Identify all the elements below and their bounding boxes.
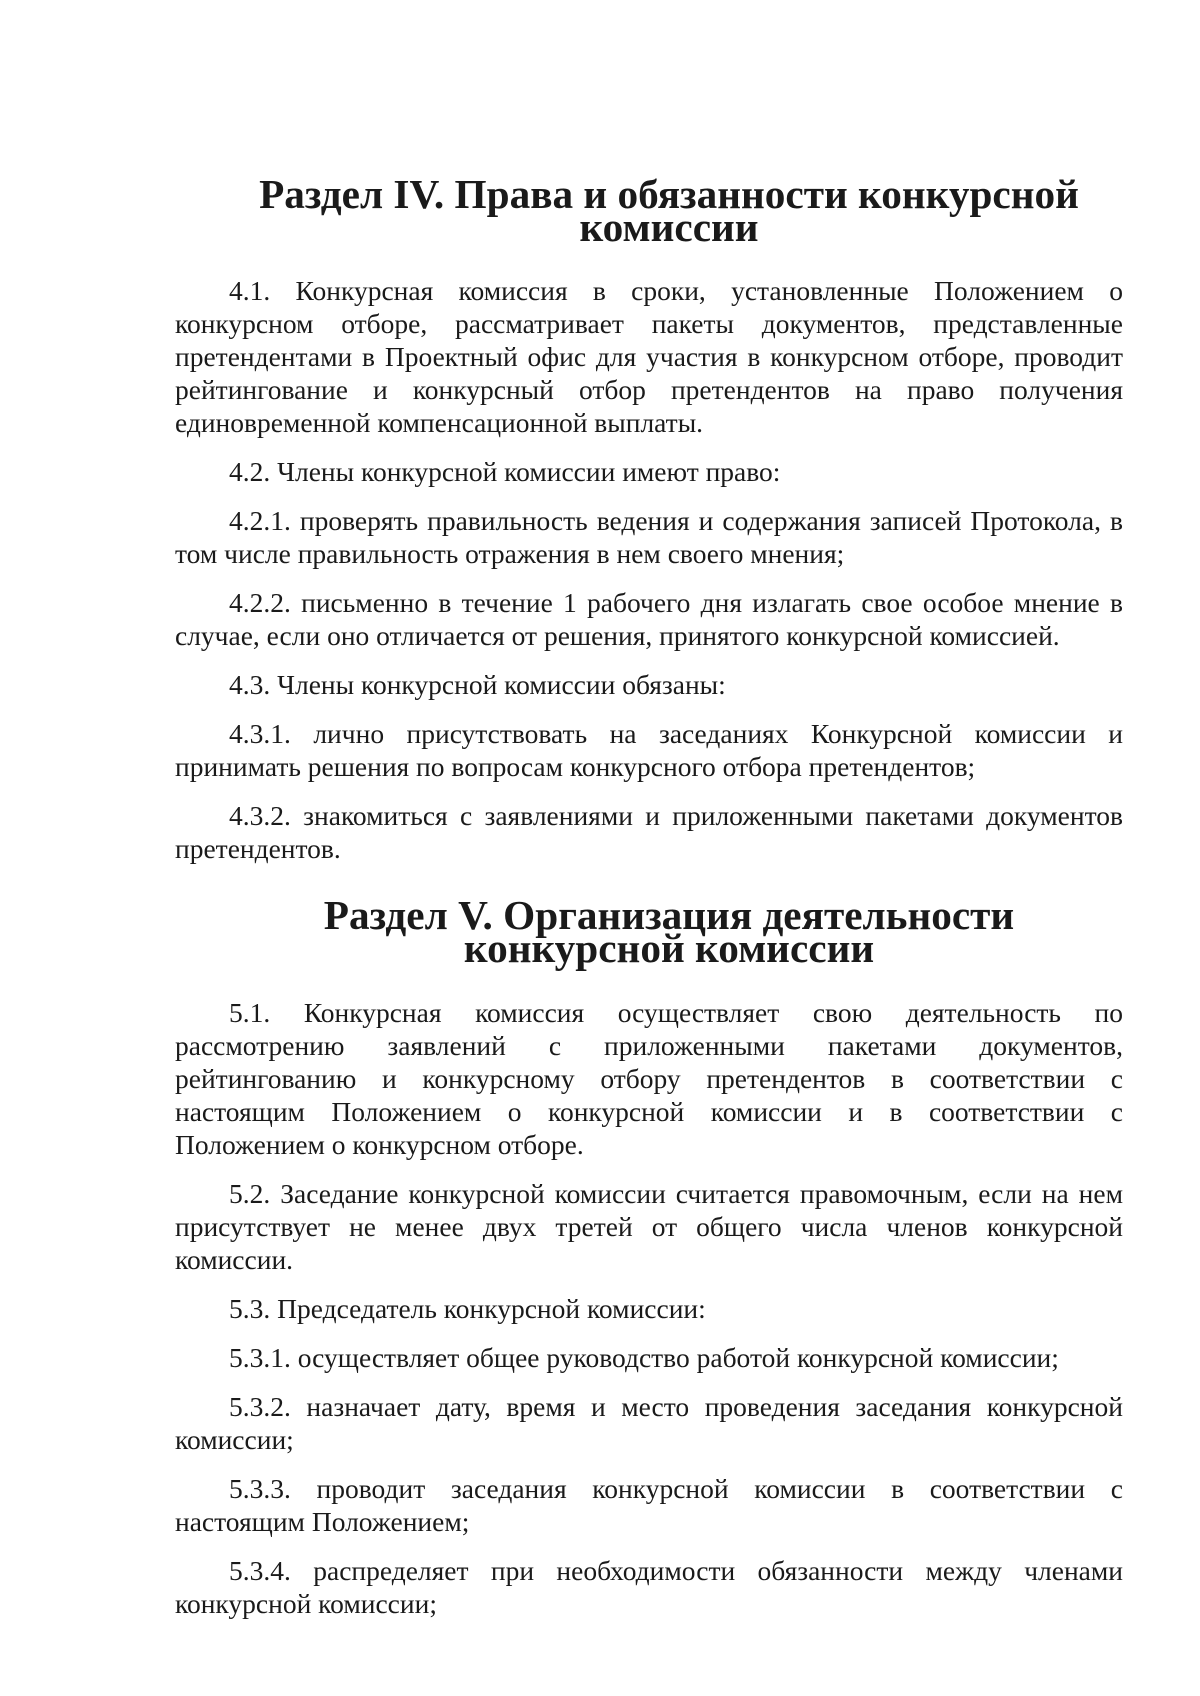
paragraph-5-3: 5.3. Председатель конкурсной комиссии: — [229, 1293, 706, 1324]
paragraph-5-3-2: 5.3.2. назначает дату, время и место проведения заседания конкурсной комиссии; — [175, 1391, 1123, 1455]
document-body — [175, 171, 1123, 1620]
paragraph-5-3-1: 5.3.1. осуществляет общее руководство работой конкурсной комиссии; — [229, 1342, 1059, 1373]
section-heading-5: Раздел V. Организация деятельности конкурсной комиссии — [323, 892, 1015, 971]
paragraph-4-2-1: 4.2.1. проверять правильность ведения и содержания записей Протокола, в том числе правильность отражения в нем своего мнения; — [175, 505, 1123, 569]
paragraph-5-1: 5.1. Конкурсная комиссия осуществляет свою деятельность по рассмотрению заявлений с приложенными пакетами документов, рейтингованию и конкурсному отбору претендентов в соответствии с настоящим Положением о конкурсной комиссии и в соответствии с Положением о конкурсном отборе. — [175, 997, 1123, 1160]
paragraph-4-2: 4.2. Члены конкурсной комиссии имеют право: — [229, 456, 781, 487]
paragraph-4-3: 4.3. Члены конкурсной комиссии обязаны: — [229, 669, 726, 700]
paragraph-4-2-2: 4.2.2. письменно в течение 1 рабочего дня излагать свое особое мнение в случае, если оно отличается от решения, принятого конкурсной комиссией. — [175, 587, 1123, 651]
paragraph-5-2: 5.2. Заседание конкурсной комиссии считается правомочным, если на нем присутствует не менее двух третей от общего числа членов конкурсной комиссии. — [175, 1178, 1123, 1275]
paragraph-4-1: 4.1. Конкурсная комиссия в сроки, установленные Положением о конкурсном отборе, рассматривает пакеты документов, представленные претендентами в Проектный офис для участия в конкурсном отборе, проводит рейтингование и конкурсный отбор претендентов на право получения единовременной компенсационной выплаты. — [175, 275, 1123, 438]
section-heading-4: Раздел IV. Права и обязанности конкурсной комиссии — [259, 171, 1079, 250]
paragraph-4-3-2: 4.3.2. знакомиться с заявлениями и приложенными пакетами документов претендентов. — [175, 800, 1123, 864]
paragraph-5-3-4: 5.3.4. распределяет при необходимости обязанности между членами конкурсной комиссии; — [175, 1555, 1123, 1619]
paragraph-4-3-1: 4.3.1. лично присутствовать на заседаниях Конкурсной комиссии и принимать решения по вопросам конкурсного отбора претендентов; — [175, 718, 1123, 782]
paragraph-5-3-3: 5.3.3. проводит заседания конкурсной комиссии в соответствии с настоящим Положением; — [175, 1473, 1123, 1537]
